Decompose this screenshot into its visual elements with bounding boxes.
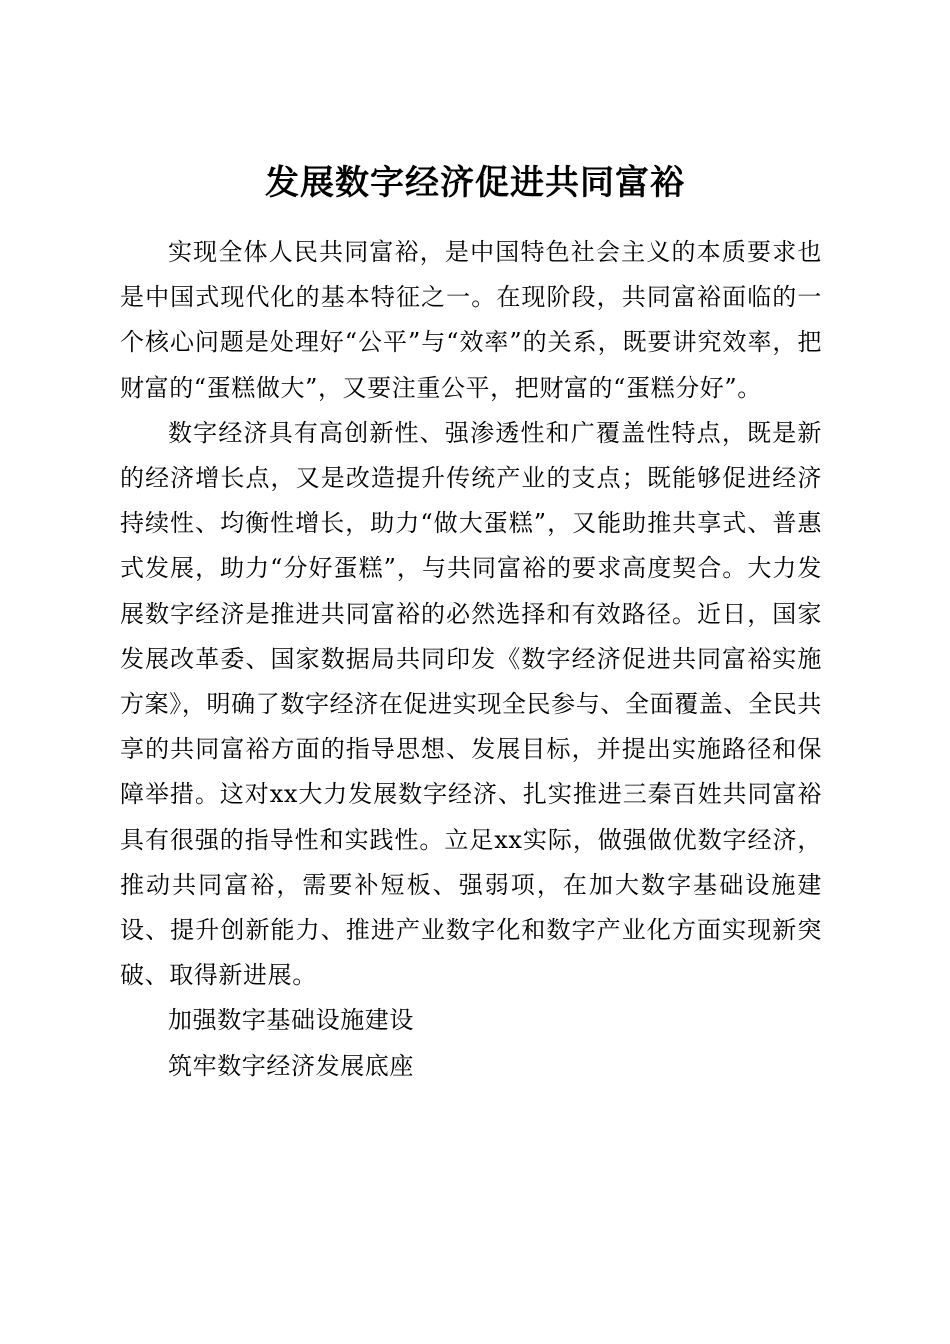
paragraph-intro: 实现全体人民共同富裕，是中国特色社会主义的本质要求也是中国式现代化的基本特征之一。在现阶段，共同富裕面临的一个核心问题是处理好“公平”与“效率”的关系，既要讲究效率，把财富的“蛋糕做大”，又要注重公平，把财富的“蛋糕分好”。 — [120, 238, 822, 402]
section-heading: 加强数字基础设施建设 — [168, 1006, 414, 1035]
section-subheading: 筑牢数字经济发展底座 — [168, 1051, 414, 1080]
paragraph-digital-economy: 数字经济具有高创新性、强渗透性和广覆盖性特点，既是新的经济增长点，又是改造提升传统产业的支点；既能够促进经济持续性、均衡性增长，助力“做大蛋糕”，又能助推共享式、普惠式发展，助力“分好蛋糕”，与共同富裕的要求高度契合。大力发展数字经济是推进共同富裕的必然选择和有效路径。近日，国家发展改革委、国家数据局共同印发《数字经济促进共同富裕实施方案》，明确了数字经济在促进实现全民参与、全面覆盖、全民共享的共同富裕方面的指导思想、发展目标，并提出实施路径和保障举措。这对xx大力发展数字经济、扎实推进三秦百姓共同富裕具有很强的指导性和实践性。立足xx实际，做强做优数字经济，推动共同富裕，需要补短板、强弱项，在加大数字基础设施建设、提升创新能力、推进产业数字化和数字产业化方面实现新突破、取得新进展。 — [120, 418, 822, 990]
document-body — [120, 230, 822, 1089]
document-title: 发展数字经济促进共同富裕 — [265, 162, 685, 203]
